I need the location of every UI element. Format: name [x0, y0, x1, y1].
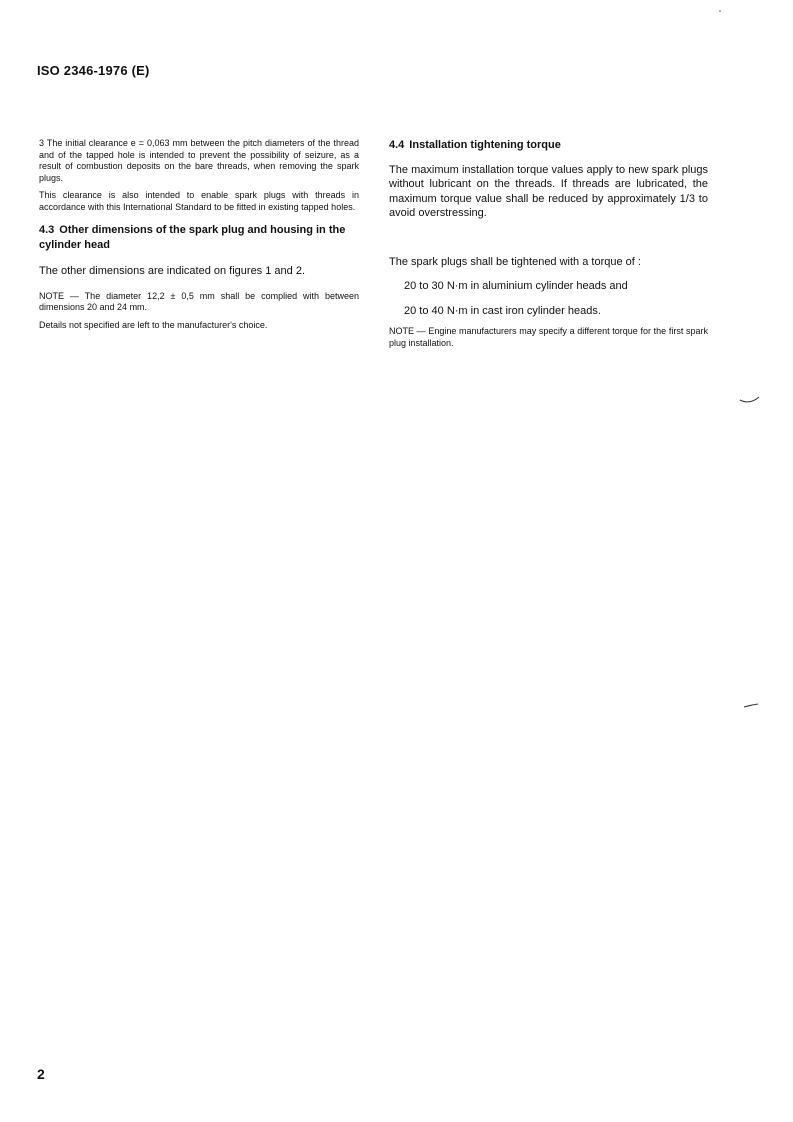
torque-item-aluminium: 20 to 30 N·m in aluminium cylinder heads and	[404, 280, 628, 292]
page-number: 2	[37, 1066, 45, 1082]
section-4-3-details: Details not specified are left to the manufacturer's choice.	[39, 319, 268, 330]
section-4-4-note: NOTE — Engine manufacturers may specify a different torque for the first spark plug installation.	[389, 326, 708, 348]
section-4-4-number: 4.4	[389, 139, 405, 151]
left-column	[39, 138, 359, 337]
scan-dot	[718, 9, 722, 13]
document-id-header: ISO 2346-1976 (E)	[37, 63, 150, 78]
torque-intro: The spark plugs shall be tightened with a torque of :	[389, 255, 641, 268]
right-column	[389, 138, 708, 355]
section-4-3-body: The other dimensions are indicated on figures 1 and 2.	[39, 265, 305, 277]
section-4-3-note: NOTE — The diameter 12,2 ± 0,5 mm shall be complied with between dimensions 20 and 24 mm.	[39, 290, 359, 312]
section-4-4-heading	[389, 138, 708, 153]
scan-mark-lower	[742, 701, 760, 711]
torque-item-cast-iron: 20 to 40 N·m in cast iron cylinder heads.	[404, 304, 601, 317]
section-4-3-title: Other dimensions of the spark plug and housing in the cylinder head	[39, 224, 346, 251]
scan-mark-upper	[738, 394, 762, 406]
section-4-4-body: The maximum installation torque values apply to new spark plugs without lubricant on the threads. If threads are lubricated, the maximum torque value shall be reduced by approximately 1/3 to avoid overstressing.	[389, 163, 708, 219]
note-3-continuation: This clearance is also intended to enable spark plugs with threads in accordance with this International Standard to be fitted in existing tapped holes.	[39, 190, 359, 212]
note-3: 3 The initial clearance e = 0,063 mm between the pitch diameters of the thread and of the tapped hole is intended to prevent the possibility of seizure, as a result of combustion deposits on the bare threads, when removing the spark plugs.	[39, 138, 359, 183]
section-4-3-number: 4.3	[39, 224, 55, 236]
section-4-3-heading	[39, 223, 359, 252]
section-4-4-title: Installation tightening torque	[409, 139, 561, 151]
